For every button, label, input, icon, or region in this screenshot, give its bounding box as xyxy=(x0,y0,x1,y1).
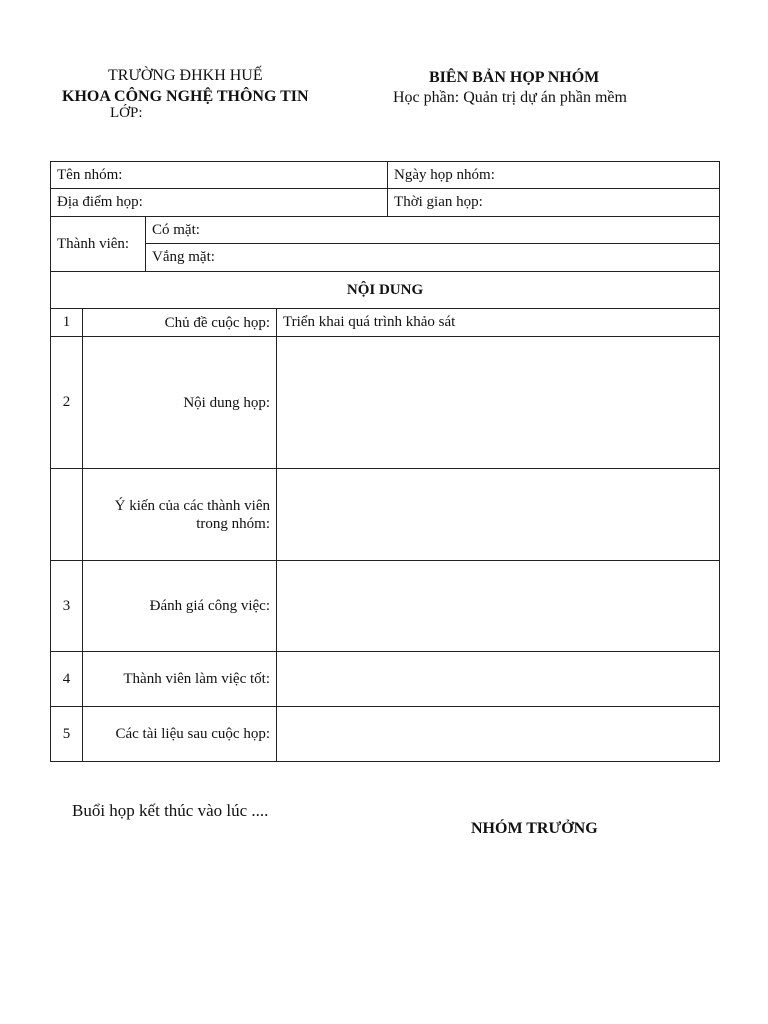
row-value xyxy=(277,337,720,469)
row-number: 4 xyxy=(51,652,83,707)
row-label: Đánh giá công việc: xyxy=(83,561,277,652)
faculty-name: KHOA CÔNG NGHỆ THÔNG TIN xyxy=(62,88,309,105)
group-name-field: Tên nhóm: xyxy=(51,162,388,189)
document-title: BIÊN BẢN HỌP NHÓM xyxy=(429,69,600,86)
row-label: Chủ đề cuộc họp: xyxy=(83,309,277,337)
school-name: TRƯỜNG ĐHKH HUẾ xyxy=(108,67,263,84)
row-value: Triển khai quá trình khảo sát xyxy=(277,309,720,337)
absent-field: Vắng mặt: xyxy=(146,244,720,272)
meeting-date-field: Ngày họp nhóm: xyxy=(388,162,720,189)
meeting-time-field: Thời gian họp: xyxy=(388,189,720,217)
document-subtitle: Học phần: Quản trị dự án phần mềm xyxy=(393,89,627,106)
content-row xyxy=(51,469,720,561)
row-label: Nội dung họp: xyxy=(83,337,277,469)
row-number xyxy=(51,469,83,561)
content-row xyxy=(51,337,720,469)
row-value xyxy=(277,469,720,561)
row-value xyxy=(277,652,720,707)
row-number: 5 xyxy=(51,707,83,762)
meeting-end-text: Buổi họp kết thúc vào lúc .... xyxy=(72,801,269,820)
row-value xyxy=(277,707,720,762)
row-value xyxy=(277,561,720,652)
absent-row xyxy=(51,244,720,272)
section-title: NỘI DUNG xyxy=(51,272,720,309)
content-row xyxy=(51,309,720,337)
location-field: Địa điểm họp: xyxy=(51,189,388,217)
group-leader-signature-label: NHÓM TRƯỞNG xyxy=(471,820,598,837)
meeting-minutes-table xyxy=(50,161,720,762)
content-row xyxy=(51,707,720,762)
row-number: 1 xyxy=(51,309,83,337)
row-number: 2 xyxy=(51,337,83,469)
group-info-row xyxy=(51,162,720,189)
present-row xyxy=(51,217,720,244)
present-field: Có mặt: xyxy=(146,217,720,244)
row-label: Thành viên làm việc tốt: xyxy=(83,652,277,707)
row-label: Các tài liệu sau cuộc họp: xyxy=(83,707,277,762)
class-label: LỚP: xyxy=(110,105,143,121)
content-row xyxy=(51,561,720,652)
content-row xyxy=(51,652,720,707)
members-label: Thành viên: xyxy=(51,217,146,272)
section-header-row xyxy=(51,272,720,309)
row-number: 3 xyxy=(51,561,83,652)
location-row xyxy=(51,189,720,217)
row-label: Ý kiến của các thành viên trong nhóm: xyxy=(83,469,277,561)
